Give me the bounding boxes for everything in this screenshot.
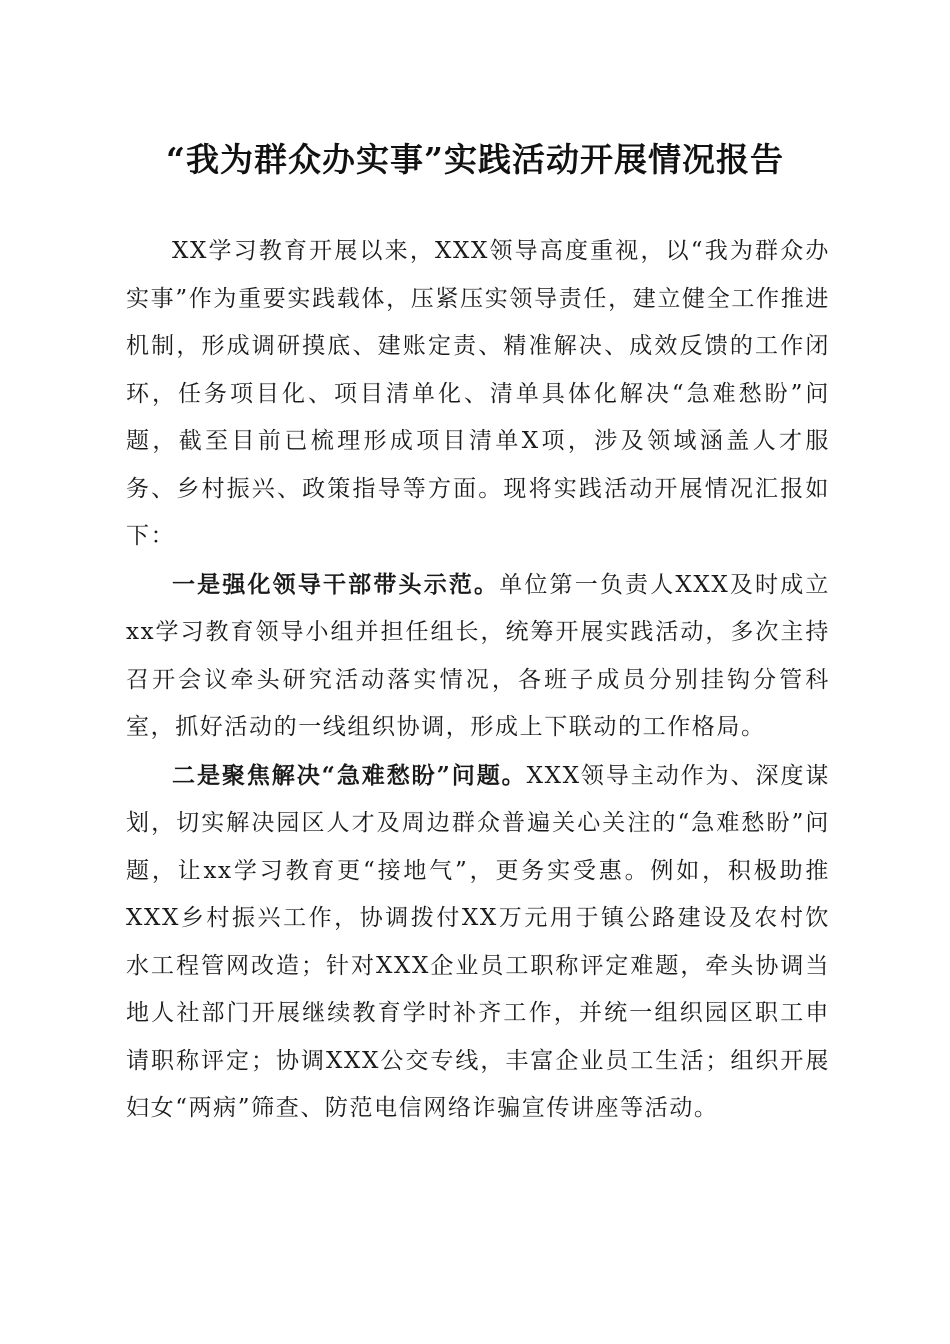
- paragraph-point-two-lead: 二是聚焦解决“急难愁盼”问题。: [172, 761, 527, 789]
- document-title: “我为群众办实事”实践活动开展情况报告: [166, 140, 784, 179]
- document-body: [126, 228, 830, 1133]
- paragraph-intro: [126, 228, 830, 561]
- paragraph-point-one-lead: 一是强化领导干部带头示范。: [172, 570, 500, 598]
- paragraph-point-two: [126, 752, 830, 1133]
- paragraph-point-one: [126, 561, 830, 752]
- paragraph-point-two-text: XXX领导主动作为、深度谋划，切实解决园区人才及周边群众普遍关心关注的“急难愁盼”问题，让xx学习教育更“接地气”，更务实受惠。例如，积极助推XXX乡村振兴工作，协调拨付XX万元用于镇公路建设及农村饮水工程管网改造；针对XXX企业员工职称评定难题，牵头协调当地人社部门开展继续教育学时补齐工作，并统一组织园区职工申请职称评定；协调XXX公交专线，丰富企业员工生活；组织开展妇女“两病”筛查、防范电信网络诈骗宣传讲座等活动。: [126, 762, 830, 1121]
- paragraph-intro-text: XX学习教育开展以来，XXX领导高度重视，以“我为群众办实事”作为重要实践载体，压紧压实领导责任，建立健全工作推进机制，形成调研摸底、建账定责、精准解决、成效反馈的工作闭环，任务项目化、项目清单化、清单具体化解决“急难愁盼”问题，截至目前已梳理形成项目清单X项，涉及领域涵盖人才服务、乡村振兴、政策指导等方面。现将实践活动开展情况汇报如下：: [126, 238, 830, 549]
- paragraph-point-one-text: 单位第一负责人XXX及时成立xx学习教育领导小组并担任组长，统筹开展实践活动，多次主持召开会议牵头研究活动落实情况，各班子成员分别挂钩分管科室，抓好活动的一线组织协调，形成上下联动的工作格局。: [126, 571, 830, 740]
